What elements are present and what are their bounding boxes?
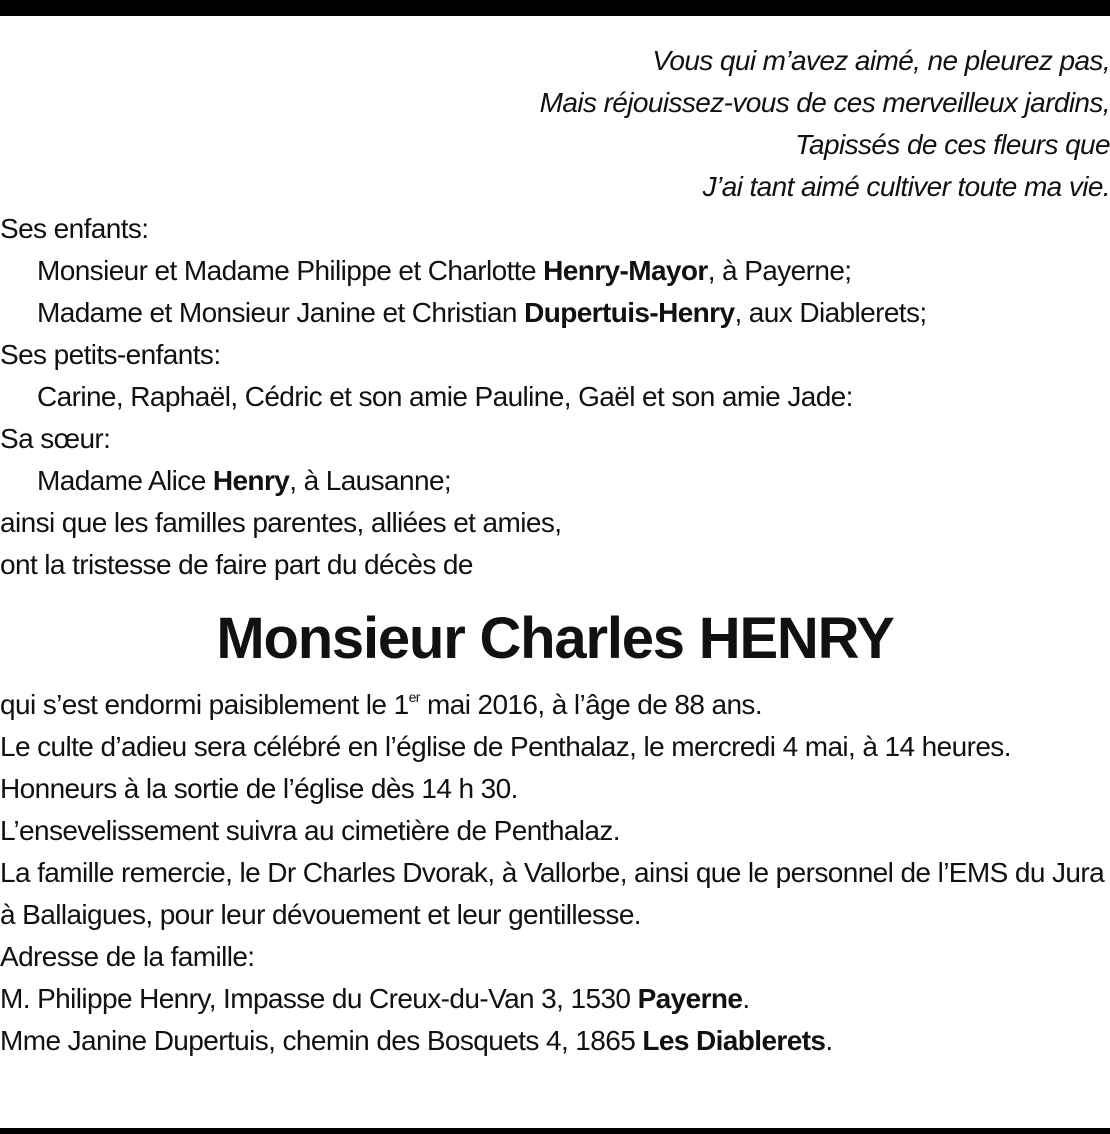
deceased-name: Monsieur Charles HENRY [216, 606, 894, 671]
sister-entry-name: Henry [212, 465, 290, 496]
grandchildren-entry: Carine, Raphaël, Cédric et son amie Pauline, Gaël et son amie Jade: [37, 381, 853, 412]
child-entry-suffix: , à Payerne; [707, 255, 852, 286]
child-entry-prefix: Monsieur et Madame Philippe et Charlotte [37, 255, 544, 286]
obituary-notice [0, 40, 1110, 1062]
death-line [0, 684, 1110, 726]
grandchildren-heading: Ses petits-enfants: [0, 339, 221, 370]
burial-line: L’ensevelissement suivra au cimetière de Penthalaz. [0, 815, 620, 846]
closing-line: ont la tristesse de faire part du décès de [0, 549, 473, 580]
poem-line: Mais réjouissez-vous de ces merveilleux jardins, [539, 87, 1110, 118]
child-entry [0, 250, 1110, 292]
family-list [0, 208, 1110, 586]
sister-heading: Sa sœur: [0, 423, 111, 454]
child-entry-name: Dupertuis-Henry [524, 297, 735, 328]
closing-line: ainsi que les familles parentes, alliées et amies, [0, 507, 562, 538]
ceremony-details [0, 684, 1110, 1062]
address-line [0, 978, 1110, 1020]
sister-entry-prefix: Madame Alice [37, 465, 213, 496]
poem-line: Vous qui m’avez aimé, ne pleurez pas, [652, 45, 1110, 76]
child-entry-name: Henry-Mayor [543, 255, 708, 286]
honors-line: Honneurs à la sortie de l’église dès 14 h 30. [0, 773, 518, 804]
address-line-city: Les Diablerets [642, 1025, 826, 1056]
children-heading: Ses enfants: [0, 213, 149, 244]
death-line-prefix: qui s’est endormi paisiblement le 1 [0, 689, 409, 720]
address-line-prefix: Mme Janine Dupertuis, chemin des Bosquets 4, 1865 [0, 1025, 643, 1056]
thanks-line: La famille remercie, le Dr Charles Dvorak, à Vallorbe, ainsi que le personnel de l’EMS du Jura à Ballaigues, pour leur dévouement et leur gentillesse. [0, 857, 1105, 930]
child-entry-prefix: Madame et Monsieur Janine et Christian [37, 297, 525, 328]
child-entry [0, 292, 1110, 334]
address-line-city: Payerne [637, 983, 743, 1014]
poem-line: Tapissés de ces fleurs que [795, 129, 1110, 160]
address-line-suffix: . [825, 1025, 833, 1056]
poem-line: J’ai tant aimé cultiver toute ma vie. [702, 171, 1110, 202]
death-line-suffix: mai 2016, à l’âge de 88 ans. [419, 689, 762, 720]
service-line: Le culte d’adieu sera célébré en l’église de Penthalaz, le mercredi 4 mai, à 14 heures. [0, 731, 1011, 762]
address-heading: Adresse de la famille: [0, 941, 255, 972]
epigraph-poem [0, 40, 1110, 208]
sister-entry-suffix: , à Lausanne; [289, 465, 452, 496]
death-line-sup: er [408, 689, 420, 705]
address-line [0, 1020, 1110, 1062]
top-rule [0, 0, 1110, 16]
child-entry-suffix: , aux Diablerets; [734, 297, 927, 328]
address-line-suffix: . [742, 983, 750, 1014]
bottom-rule [0, 1128, 1110, 1134]
sister-entry [0, 460, 1110, 502]
address-line-prefix: M. Philippe Henry, Impasse du Creux-du-Van 3, 1530 [0, 983, 638, 1014]
